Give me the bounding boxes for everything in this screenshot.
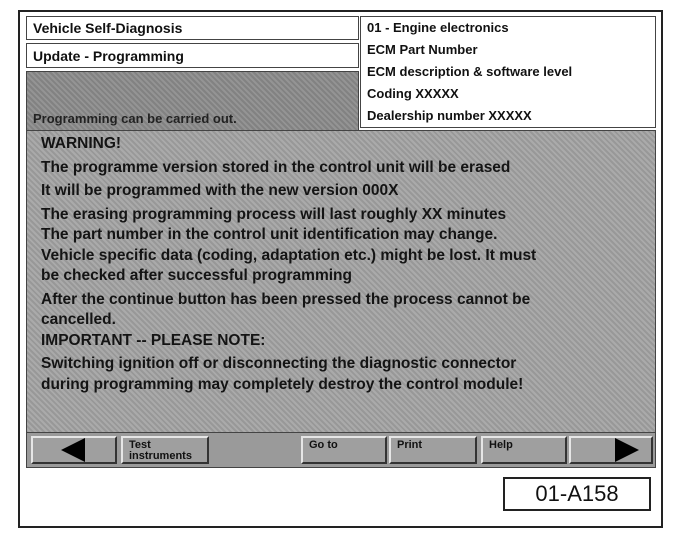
message-line: Vehicle specific data (coding, adaptation etc.) might be lost. It must: [41, 246, 537, 264]
message-line: be checked after successful programming: [41, 267, 352, 284]
coding-value: Coding XXXXX: [367, 86, 459, 101]
message-line: After the continue button has been pressed the process cannot be: [41, 290, 531, 308]
message-line: cancelled.: [41, 311, 116, 328]
message-line: The erasing programming process will last roughly XX minutes: [41, 205, 507, 223]
ecm-description: ECM description & software level: [367, 64, 573, 79]
window-title: Vehicle Self-Diagnosis: [26, 16, 359, 40]
message-line: The part number in the control unit identification may change.: [41, 226, 498, 243]
status-text: Programming can be carried out.: [33, 111, 237, 126]
test-label: Test: [129, 439, 151, 451]
print-button[interactable]: [389, 436, 477, 464]
arrow-left-icon: [61, 438, 85, 462]
help-button[interactable]: [481, 436, 567, 464]
message-line: The programme version stored in the control unit will be erased: [41, 158, 511, 176]
instruments-label: instruments: [129, 450, 192, 462]
help-label: Help: [489, 439, 513, 451]
dealership-number: Dealership number XXXXX: [367, 108, 532, 123]
message-line: It will be programmed with the new version 000X: [41, 182, 399, 199]
message-line: Switching ignition off or disconnecting the diagnostic connector: [41, 355, 517, 372]
warning-message-panel: [26, 130, 656, 434]
diagnosis-window: [18, 10, 663, 528]
button-bar: [26, 432, 656, 468]
figure-code: 01-A158: [503, 477, 651, 511]
message-line: during programming may completely destroy the control module!: [41, 375, 524, 393]
important-heading: IMPORTANT -- PLEASE NOTE:: [41, 331, 266, 349]
status-panel: [26, 71, 359, 131]
ecm-part-number: ECM Part Number: [367, 42, 478, 57]
function-title: Update - Programming: [26, 43, 359, 68]
goto-button[interactable]: [301, 436, 387, 464]
goto-label: Go to: [309, 439, 338, 451]
ecu-system-label: 01 - Engine electronics: [367, 20, 509, 35]
arrow-right-icon: [615, 438, 639, 462]
warning-heading: WARNING!: [41, 135, 122, 152]
header-left: [26, 16, 359, 128]
ecu-info-panel: [360, 16, 656, 128]
back-button[interactable]: [31, 436, 117, 464]
test-instruments-button[interactable]: [121, 436, 209, 464]
continue-button[interactable]: [569, 436, 653, 464]
print-label: Print: [397, 439, 423, 451]
